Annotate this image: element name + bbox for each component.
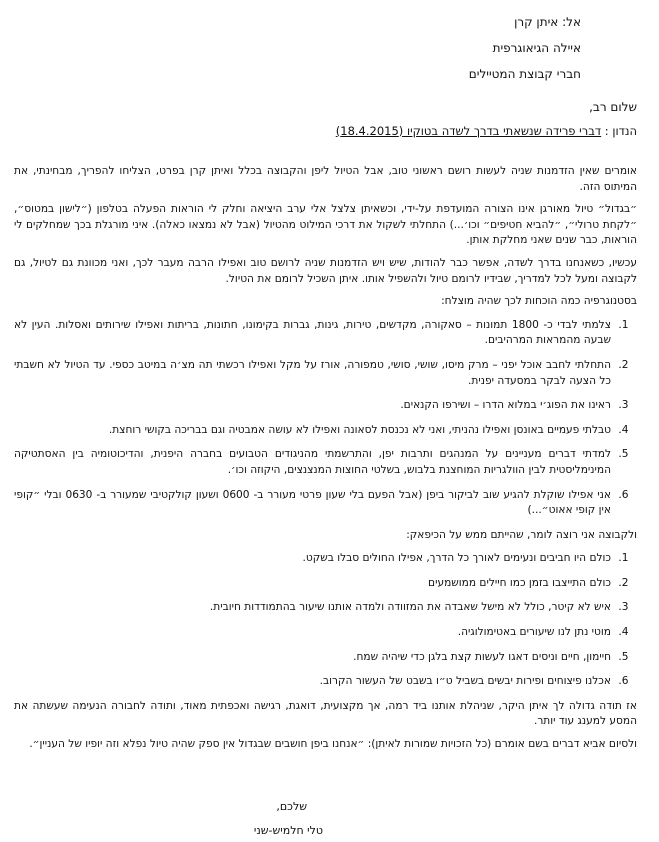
letter-body [14, 164, 637, 760]
paragraph-final: ולסיום אביא דברים בשם אומרם (כל הזכויות שמורות לאיתן): ״אנחנו ביפן חושבים שבגדול אין ספק שהיה טיול נפלא וזה יופיו של העניין״. [29, 738, 637, 751]
paragraph-thanks: אז תודה גדולה לך איתן היקר, שניהלת אותנו ביד רמה, אך מקצועית, דואגת, רגישה ואכפתית מאוד, ותודה לחבורה הנעימה שעשתה את המסע למענג עוד יותר. [14, 699, 637, 728]
list1 [14, 318, 637, 519]
recipient-line-2: איילה הגיאוגרפית [492, 41, 581, 55]
list1-item: 1. צלמתי לבדי כ- 1800 תמונות – סאקורה, מקדשים, טירות, גינות, גברות בקימונו, חתונות, בריתות ואפילו שירותים ואסלות. העין לא שבעה מהמראות המרהיבים. [14, 318, 615, 349]
list1-item: 3. ראינו את הפוג׳י במלוא הדרו – ושירפו הקנאים. [14, 398, 615, 414]
subject-label: הנדון : [604, 124, 637, 138]
list2-item: 3. איש לא קיטר, כולל לא מישל שאבדה את המזוודה ולמדה אותנו שיעור בהתמודדות חיובית. [14, 600, 615, 616]
recipient-line-3: חברי קבוצת המטיילים [468, 67, 581, 81]
subject-text: דברי פרידה שנשאתי בדרך לשדה בטוקיו (18.4.2015) [335, 124, 602, 138]
paragraph-3: עכשיו, כשאנחנו בדרך לשדה, אפשר כבר להודות, שיש ויש הזדמנות שניה לרושם טוב ואפילו הרבה מעבר לכך, ואני מכוונת גם לטיול, גם לקבוצה ומעל לכל למדריך, שבידיו לרומם טיול ולהשפיל אותו. איתן השכיל לרומם את הטיול. [14, 256, 637, 285]
recipient-line-1: אל: איתן קרן [514, 15, 581, 29]
list2-intro: ולקבוצה אני רוצה לומר, שהייתם ממש על הכיפאק: [406, 528, 637, 541]
subject-line [336, 124, 637, 140]
list2-item: 5. חיימון, חיים וניסים דאגו לעשות קצת בלגן כדי שיהיה שמח. [14, 650, 615, 666]
greeting: שלום רב, [589, 100, 637, 114]
list2-item: 4. מוטי נתן לנו שיעורים באטימולוגיה. [14, 625, 615, 641]
signature: טלי חלמיש-שני [253, 824, 323, 837]
list1-item: 5. למדתי דברים מעניינים על המנהגים ותרבות יפן, והתרשמתי מהניגודים הטבועים בחברה היפנית, והדיכוטומיה בין האסתטיקה המינימליסטית לבין הוולגריות המוחצנת בלבוש, בשלטי החוצות המנצנצים, היקוזה וכו׳. [14, 447, 615, 478]
list2 [14, 551, 637, 690]
list1-item: 6. אני אפילו שוקלת להגיע שוב לביקור ביפן (אבל הפעם בלי שעון פרטי מעורר ב- 0600 ושעון קולקטיבי שמעורר ב- 0630 ובלי ״קופי אין קופי אאוט״...) [14, 488, 615, 519]
list2-item: 1. כולם היו חביבים ונעימים לאורך כל הדרך, אפילו החולים סבלו בשקט. [14, 551, 615, 567]
closing-salutation: שלכם, [276, 800, 307, 813]
list2-item: 2. כולם התייצבו בזמן כמו חיילים ממושמעים [14, 576, 615, 592]
list2-item: 6. אכלנו פיצוחים ופירות יבשים בשביל ט״ו בשבט של העשור הקרוב. [14, 674, 615, 690]
list1-item: 4. טבלתי פעמיים באונסן ואפילו נהניתי, ואני לא נכנסת לסאונה ואפילו לא עושה אמבטיה וגם בבריכה בקושי רוחצת. [14, 423, 615, 439]
list1-intro: בסטנוגרפיה כמה הוכחות לכך שהיה מוצלח: [441, 295, 637, 308]
recipients-block [361, 9, 581, 87]
paragraph-1: אומרים שאין הזדמנות שניה לעשות רושם ראשוני טוב, אבל הטיול ליפן והקבוצה בכלל ואיתן קרן בפרט, הצליחו להפריך, מבחינתי, את המיתוס הזה. [14, 165, 637, 193]
list1-item: 2. התחלתי לחבב אוכל יפני – מרק מיסו, שושי, סושי, טמפורה, אורז על מקל ואפילו רכשתי תה מצ׳ה במיטב כספי. עד הטיול לא חשבתי כל הצעה לבקר במסעדה יפנית. [14, 358, 615, 389]
paragraph-2: ״בגדול״ טיול מאורגן אינו הצורה המועדפת על-ידי, וכשאיתן צלצל אלי ערב היציאה וחלק לי הוראות הפעלה בטלפון (״לישון במטוס״, ״לקחת טרולי״, ״להביא חטיפים״ וכו׳...) התחלתי לשקול את דרכי המילוט מהטיול (אבל לא נמצאו כאלה). איני מורגלת בכך שמחלקים לי הוראות, כבר שנים שאני מחלקת אותן. [14, 203, 637, 247]
